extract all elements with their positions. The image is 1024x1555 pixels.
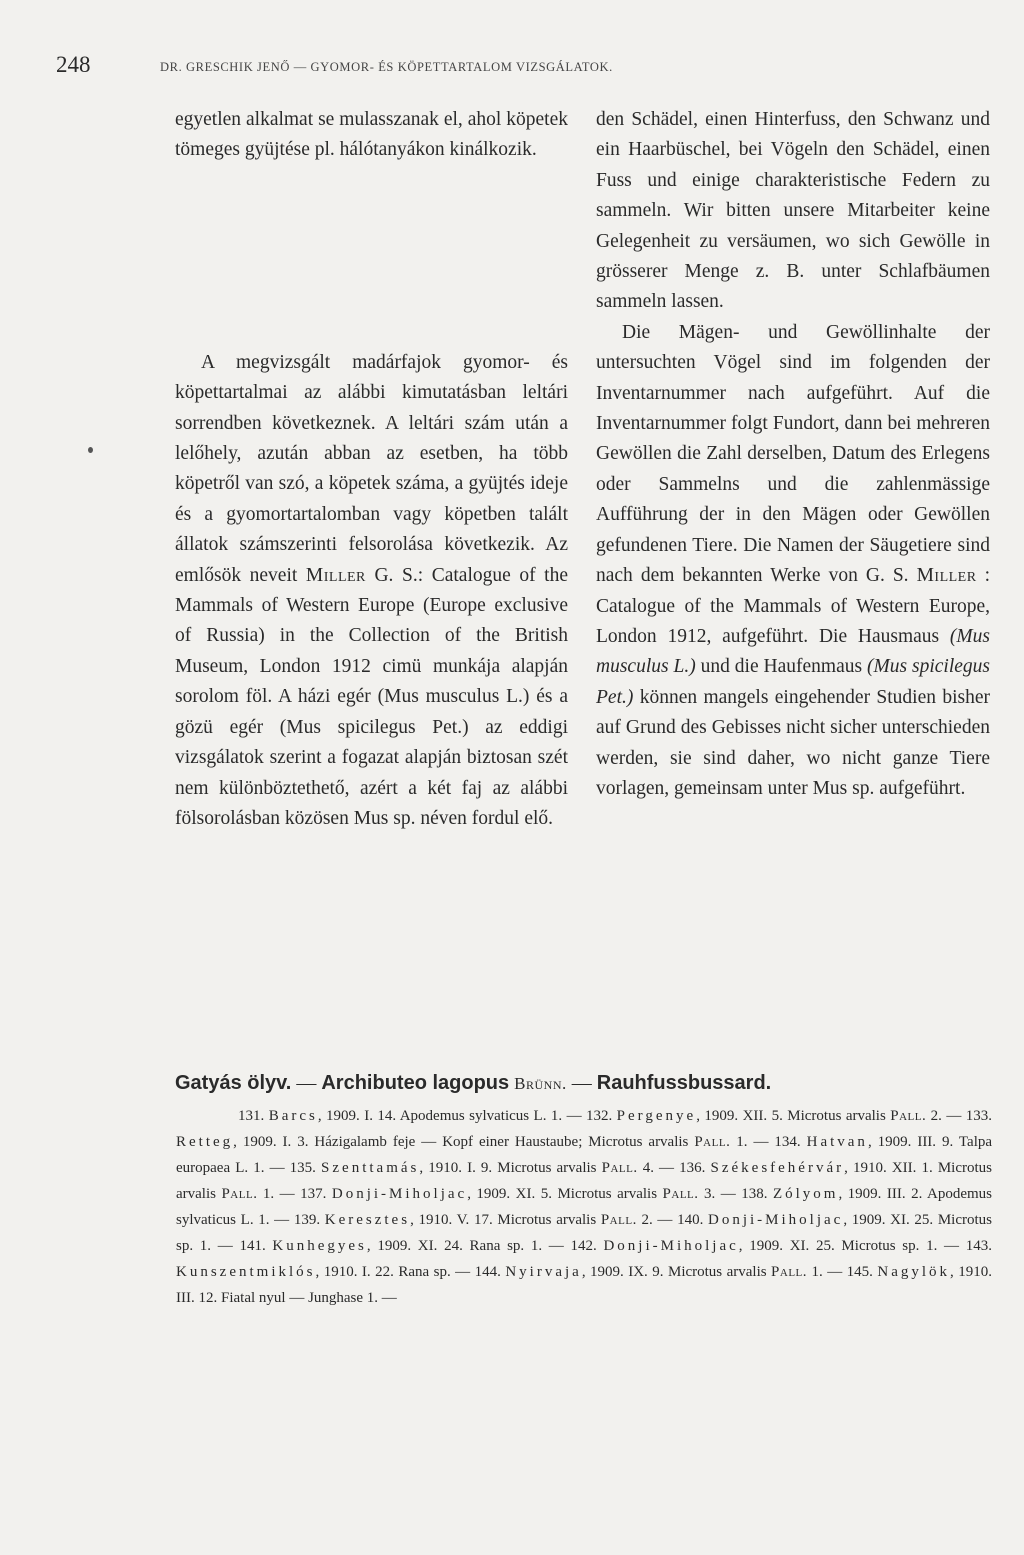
record-authority: Pall.	[694, 1134, 731, 1150]
record-text: , 1909. XI. 5. Microtus arvalis	[467, 1186, 663, 1202]
margin-mark	[88, 447, 93, 453]
record-text: 4. — 136.	[637, 1160, 711, 1176]
running-header: DR. GRESCHIK JENŐ — GYOMOR- ÉS KÖPETTARTALOM VIZSGÁLATOK.	[160, 60, 613, 74]
record-text: , 1909. XI. 24. Rana sp. 1. — 142.	[366, 1238, 604, 1254]
record-locality: Pergenye	[616, 1108, 697, 1124]
species-latin-name: Archibuteo lagopus	[321, 1072, 510, 1094]
record-authority: Pall.	[662, 1186, 699, 1202]
record-text: 2. — 133.	[926, 1108, 993, 1124]
record-authority: Pall.	[221, 1186, 258, 1202]
record-text: 3. — 138.	[698, 1186, 773, 1202]
record-text: 2. — 140.	[636, 1212, 708, 1228]
record-locality: Keresztes	[324, 1212, 411, 1228]
record-locality: Donji-Miholjac	[708, 1212, 844, 1228]
record-text: , 1909. I. 14. Apodemus sylvaticus L. 1. — 132.	[317, 1108, 617, 1124]
record-locality: Szenttamás	[321, 1160, 420, 1176]
record-locality: Zólyom	[772, 1186, 839, 1202]
record-locality: Nyirvaja	[505, 1264, 582, 1280]
right-column	[596, 105, 990, 804]
record-text: , 1909. IX. 9. Microtus arvalis	[581, 1264, 772, 1280]
species-german-name: Rauhfussbussard.	[596, 1072, 772, 1094]
author-name: Miller	[916, 565, 977, 587]
record-text: , 1910. V. 17. Microtus arvalis	[410, 1212, 601, 1228]
right-text-part-b: : Catalogue of the Mammals of Western Europe, London 1912, aufgeführt. Die Hausmaus	[596, 565, 990, 647]
species-italic: (Mus spicilegus Pet.)	[596, 656, 990, 708]
record-locality: Donji-Miholjac	[331, 1186, 468, 1202]
left-paragraph-continuation: egyetlen alkalmat se mulasszanak el, ahol köpetek tömeges gyüjtése pl. hálótanyákon kinálkozik.	[175, 109, 568, 161]
record-locality: Kunszentmiklós	[176, 1264, 316, 1280]
right-text-part-a: Die Mägen- und Gewöllinhalte der untersuchten Vögel sind im folgenden der Inventarnummer nach aufgeführt. Auf die Inventarnummer folgt Fundort, dann bei mehreren Gewöllen die Zahl derselben, Datum des Erlegens oder Sammelns und die zahlenmässige Aufführung der in den Mägen oder Gewöllen gefundenen Tiere. Die Namen der Säugetiere sind nach dem bekannten Werke von G. S.	[596, 321, 990, 587]
record-authority: Pall.	[601, 1160, 638, 1176]
records-paragraph	[176, 1103, 992, 1311]
author-name: Miller	[305, 564, 366, 586]
record-locality: Donji-Miholjac	[603, 1238, 739, 1254]
left-paragraph-inventory	[175, 348, 568, 835]
record-locality: Hatvan	[806, 1134, 868, 1150]
record-text: , 1909. III. 9. Talpa europaea L. 1. — 135.	[176, 1134, 993, 1176]
heading-separator: —	[291, 1072, 322, 1094]
record-text: 1. — 145.	[807, 1264, 878, 1280]
record-locality: Kunhegyes	[272, 1238, 367, 1254]
record-text: , 1909. I. 3. Házigalamb feje — Kopf einer Haustaube; Microtus arvalis	[233, 1134, 695, 1150]
record-text: , 1910. I. 22. Rana sp. — 144.	[315, 1264, 506, 1280]
right-paragraph-inventory	[596, 318, 990, 805]
record-text: , 1910. XII. 1. Microtus arvalis	[176, 1160, 993, 1202]
record-text: 1. — 137.	[257, 1186, 332, 1202]
right-text-part-c: und die Haufenmaus	[695, 656, 868, 678]
record-locality: Nagylök	[877, 1264, 951, 1280]
left-text-part-a: A megvizsgált madárfajok gyomor- és köpettartalmai az alábbi kimutatásban leltári sorrendben következnek. A leltári szám után a lelőhely, azután abban az esetben, ha több köpetről van szó, a köpetek száma, a gyüjtés ideje és a gyomortartalomban vagy köpetben talált állatok számszerinti felsorolása következik. Az emlősök neveit	[175, 351, 568, 586]
record-text: 1. — 134.	[730, 1134, 807, 1150]
record-authority: Pall.	[600, 1212, 637, 1228]
left-text-part-b: G. S.: Catalogue of the Mammals of Western Europe (Europe exclusive of Russia) in the Collection of the British Museum, London 1912 cimü munkája alapján sorolom föl. A házi egér (Mus musculus L.) és a gözü egér (Mus spicilegus Pet.) az eddigi vizsgálatok szerint a fogazat alapján biztosan szét nem különböztethető, azért a két faj az alábbi fölsorolásban közösen Mus sp. néven fordul elő.	[175, 564, 568, 829]
right-text-part-d: können mangels eingehender Studien bisher auf Grund des Gebisses nicht sicher unterschieden werden, sie sind daher, wo nicht ganze Tiere vorlagen, gemeinsam unter Mus sp. aufgeführt.	[596, 686, 990, 799]
record-text: , 1909. XII. 5. Microtus arvalis	[696, 1108, 891, 1124]
specimen-records	[176, 1103, 992, 1311]
record-locality: Székesfehérvár	[710, 1160, 845, 1176]
record-authority: Pall.	[890, 1108, 927, 1124]
species-heading	[175, 1072, 995, 1095]
record-authority: Pall.	[771, 1264, 808, 1280]
right-paragraph-continuation: den Schädel, einen Hinterfuss, den Schwanz und ein Haarbüschel, bei Vögeln den Schädel, einen Fuss und einige charakteristische Federn zu sammeln. Wir bitten unsere Mitarbeiter keine Gelegenheit zu versäumen, wo sich Gewölle in grösserer Menge z. B. unter Schlafbäumen sammeln lassen.	[596, 109, 990, 313]
heading-separator: —	[566, 1072, 597, 1094]
left-column	[175, 105, 568, 834]
page-number: 248	[56, 52, 91, 77]
species-authority: Brünn.	[514, 1074, 567, 1093]
species-hungarian-name: Gatyás ölyv.	[175, 1072, 292, 1094]
species-italic: (Mus musculus L.)	[596, 625, 990, 678]
record-locality: Retteg	[176, 1134, 234, 1150]
record-text: , 1909. III. 2. Apodemus sylvaticus L. 1. — 139.	[176, 1186, 993, 1228]
record-locality: Barcs	[268, 1108, 318, 1124]
record-text: 131.	[238, 1108, 269, 1124]
record-text: , 1909. XI. 25. Microtus sp. 1. — 143.	[738, 1238, 992, 1254]
record-text: , 1910. III. 12. Fiatal nyul — Junghase 1. —	[176, 1264, 993, 1306]
record-text: , 1910. I. 9. Microtus arvalis	[419, 1160, 602, 1176]
record-text: , 1909. XI. 25. Microtus sp. 1. — 141.	[176, 1212, 992, 1254]
